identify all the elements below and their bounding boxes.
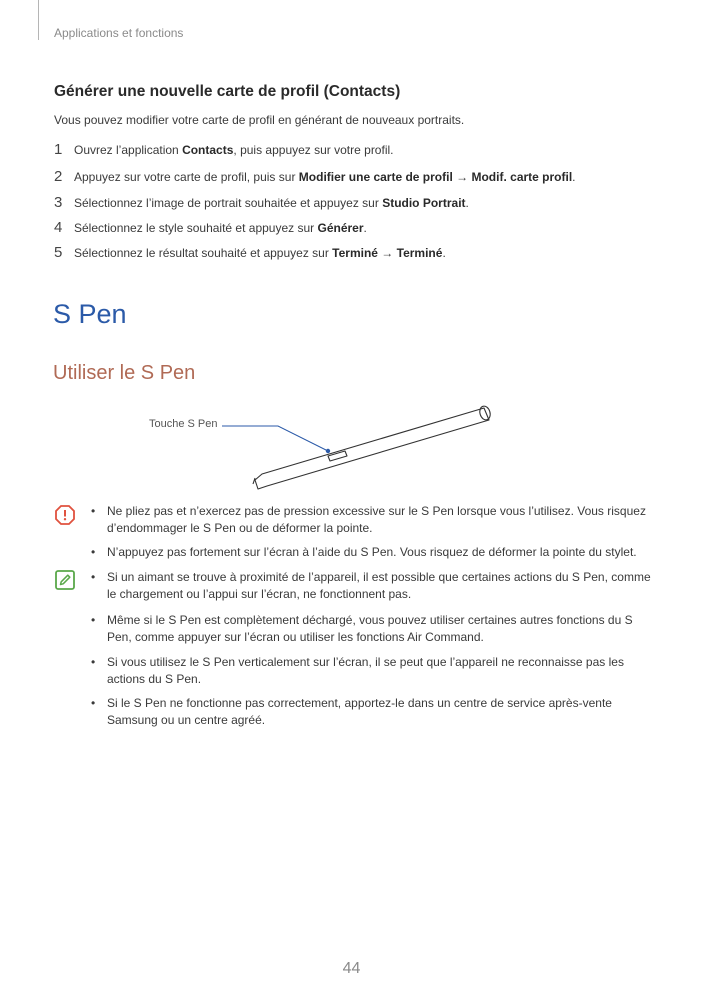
- step-bold: Terminé: [332, 246, 378, 260]
- spen-subtitle: Utiliser le S Pen: [53, 362, 196, 384]
- note-icon: [55, 570, 75, 590]
- step-text: Sélectionnez le résultat souhaité et appuyez sur: [74, 246, 333, 260]
- step-text: Sélectionnez l’image de portrait souhaitée et appuyez sur: [74, 196, 383, 210]
- step-text: .: [442, 246, 446, 260]
- step-bold: Contacts: [182, 143, 234, 157]
- spen-side-button: [328, 451, 347, 461]
- step-number: 4: [54, 219, 63, 236]
- step-number: 2: [54, 168, 63, 185]
- page-number: 44: [342, 960, 361, 977]
- step-bold: Terminé: [396, 246, 443, 260]
- callout-line: [222, 426, 328, 451]
- step-number: 1: [54, 141, 63, 158]
- step-text: Appuyez sur votre carte de profil, puis sur: [74, 170, 299, 184]
- step-text: →: [452, 170, 472, 184]
- pen-body: [253, 405, 492, 489]
- step-bold: Générer: [317, 221, 364, 235]
- step-text: .: [465, 196, 469, 210]
- spen-button-label: Touche S Pen: [149, 418, 218, 430]
- step-number: 3: [54, 194, 63, 211]
- section-header: Applications et fonctions: [54, 26, 184, 40]
- step-text: →: [377, 246, 397, 260]
- step-text: Sélectionnez le style souhaité et appuyez sur: [74, 221, 318, 235]
- note-item: • Même si le S Pen est complètement déchargé, vous pouvez utiliser certaines autres fonctions du S Pen, comme appuyer sur l’écran ou utiliser les fonctions Air Command.: [91, 613, 633, 644]
- warning-item: • N’appuyez pas fortement sur l’écran à l’aide du S Pen. Vous risquez de déformer la pointe du stylet.: [91, 545, 637, 559]
- step-number: 5: [54, 244, 63, 261]
- step-bold: Studio Portrait: [382, 196, 466, 210]
- warning-icon: [55, 505, 75, 525]
- profile-card-intro: Vous pouvez modifier votre carte de profil en générant de nouveaux portraits.: [54, 113, 465, 127]
- step-text: Ouvrez l’application: [74, 143, 183, 157]
- step-bold: Modif. carte profil: [471, 170, 573, 184]
- profile-card-heading: Générer une nouvelle carte de profil (Contacts): [54, 83, 401, 100]
- warning-item: • Ne pliez pas et n’exercez pas de pression excessive sur le S Pen lorsque vous l’utilisez. Vous risquez d’endommager le S Pen ou de déformer la pointe.: [91, 504, 646, 535]
- note-item: • Si un aimant se trouve à proximité de l’appareil, il est possible que certaines actions du S Pen, comme le chargement ou l’appui sur l’écran, ne fonctionnent pas.: [91, 570, 651, 601]
- callout-dot: [326, 449, 330, 453]
- step-text: , puis appuyez sur votre profil.: [233, 143, 394, 157]
- note-item: • Si vous utilisez le S Pen verticalement sur l’écran, il se peut que l’appareil ne reconnaisse pas les actions du S Pen.: [91, 655, 624, 686]
- note-item: • Si le S Pen ne fonctionne pas correctement, apportez-le dans un centre de service après-vente Samsung ou un centre agréé.: [91, 696, 612, 727]
- spen-title: S Pen: [53, 299, 127, 329]
- step-text: .: [572, 170, 576, 184]
- step-bold: Modifier une carte de profil: [298, 170, 453, 184]
- step-text: .: [363, 221, 367, 235]
